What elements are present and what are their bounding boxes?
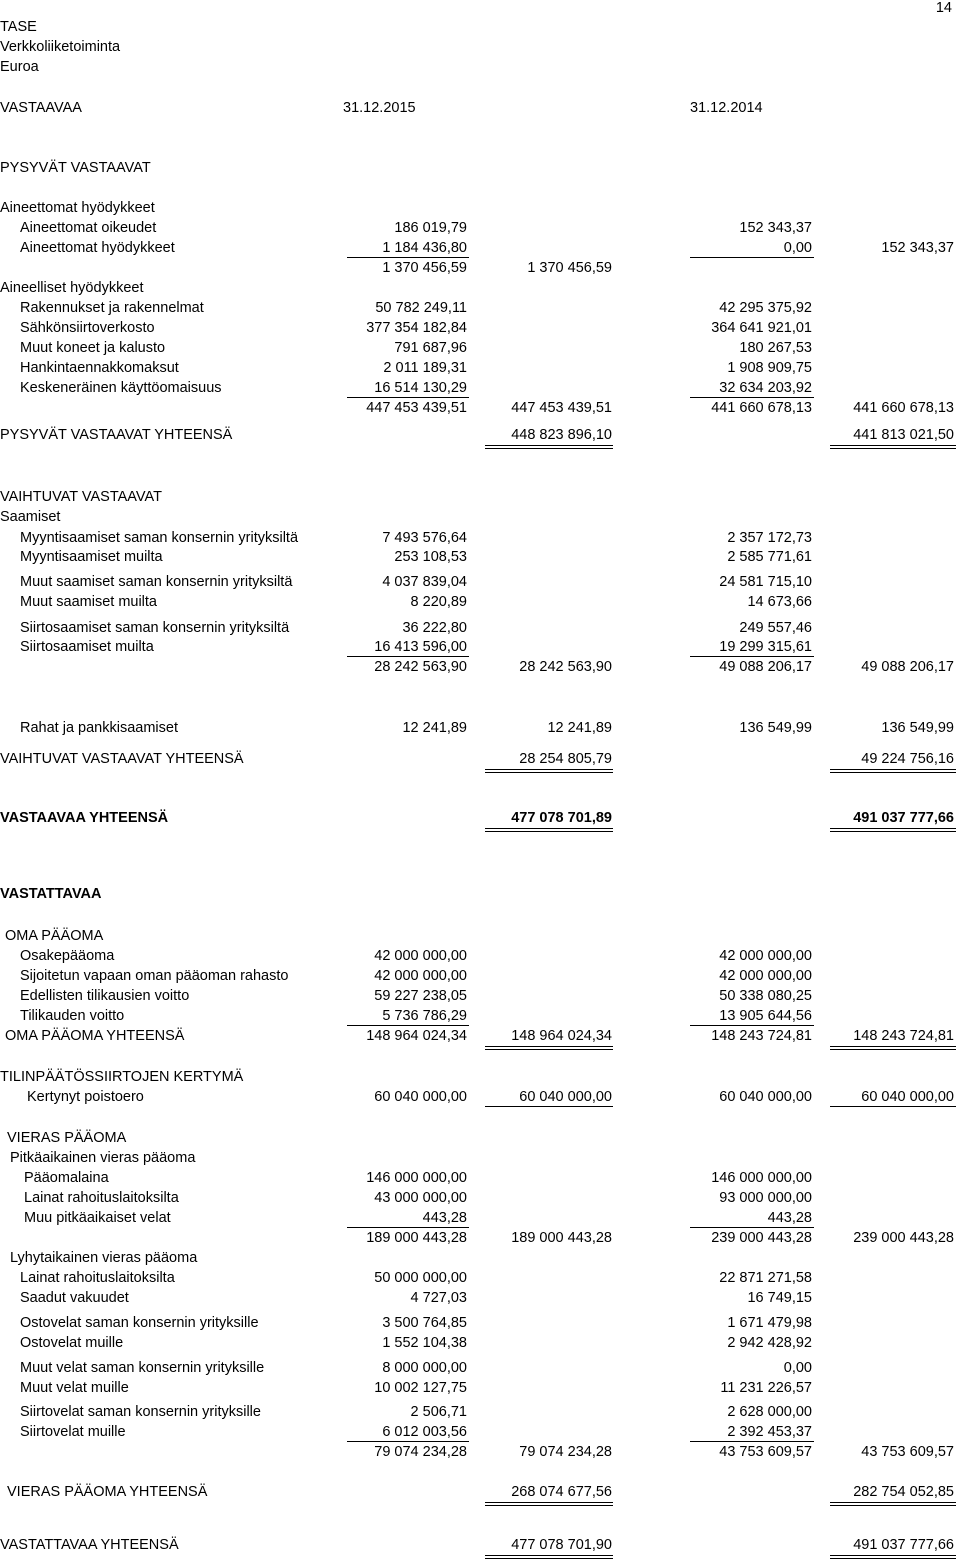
row-label: Saadut vakuudet: [20, 1290, 129, 1306]
double-underline: [830, 445, 956, 449]
value-col-1: 377 354 182,84: [366, 320, 467, 336]
underline: [690, 1025, 814, 1026]
value-col-1: 59 227 238,05: [374, 988, 467, 1004]
underline: [690, 1227, 814, 1228]
underline: [485, 1106, 613, 1107]
row-label: Siirtovelat muille: [20, 1424, 126, 1440]
value-col-1: 12 241,89: [402, 720, 467, 736]
value-col-3: 49 088 206,17: [719, 659, 812, 675]
value-col-1: 42 000 000,00: [374, 948, 467, 964]
value-col-1: 2 506,71: [410, 1404, 467, 1420]
row-label: Muut saamiset saman konsernin yrityksiltä: [20, 574, 293, 590]
row-label: Siirtovelat saman konsernin yrityksille: [20, 1404, 261, 1420]
value-col-3: 19 299 315,61: [719, 639, 812, 655]
value-col-2: 477 078 701,90: [511, 1537, 612, 1553]
value-col-1: 189 000 443,28: [366, 1230, 467, 1246]
value-col-1: 4 037 839,04: [382, 574, 467, 590]
double-underline: [485, 769, 613, 773]
row-label: Sähkönsiirtoverkosto: [20, 320, 155, 336]
row-label: Lainat rahoituslaitoksilta: [20, 1270, 175, 1286]
value-col-2: 12 241,89: [547, 720, 612, 736]
row-label: Muut saamiset muilta: [20, 594, 157, 610]
value-col-3: 249 557,46: [739, 620, 812, 636]
value-col-2: 447 453 439,51: [511, 400, 612, 416]
row-label: Muut koneet ja kalusto: [20, 340, 166, 356]
row-label: VAIHTUVAT VASTAAVAT: [0, 489, 162, 505]
row-label: Muut velat saman konsernin yrityksille: [20, 1360, 265, 1376]
value-col-1: 186 019,79: [394, 220, 467, 236]
value-col-1: 42 000 000,00: [374, 968, 467, 984]
value-col-1: 4 727,03: [410, 1290, 467, 1306]
row-label: Tilikauden voitto: [20, 1008, 125, 1024]
row-label: VASTAAVAA YHTEENSÄ: [0, 810, 169, 826]
value-col-1: 146 000 000,00: [366, 1170, 467, 1186]
value-col-3: 42 295 375,92: [719, 300, 812, 316]
value-col-3: 24 581 715,10: [719, 574, 812, 590]
double-underline: [485, 1555, 613, 1559]
row-label: Hankintaennakkomaksut: [20, 360, 179, 376]
value-col-4: 60 040 000,00: [861, 1089, 954, 1105]
value-col-3: 13 905 644,56: [719, 1008, 812, 1024]
underline: [347, 1025, 469, 1026]
underline: [690, 656, 814, 657]
double-underline: [830, 769, 956, 773]
double-underline: [830, 1555, 956, 1559]
assets-heading: VASTAAVAA: [0, 100, 82, 116]
value-col-3: 2 942 428,92: [727, 1335, 812, 1351]
value-col-4: 148 243 724,81: [853, 1028, 954, 1044]
value-col-3: 136 549,99: [739, 720, 812, 736]
row-label: Aineettomat oikeudet: [20, 220, 157, 236]
value-col-2: 268 074 677,56: [511, 1484, 612, 1500]
document-subtitle: Verkkoliiketoiminta: [0, 39, 121, 55]
row-label: Lyhytaikainen vieras pääoma: [10, 1250, 198, 1266]
value-col-4: 152 343,37: [881, 240, 954, 256]
value-col-1: 79 074 234,28: [374, 1444, 467, 1460]
value-col-1: 60 040 000,00: [374, 1089, 467, 1105]
value-col-3: 43 753 609,57: [719, 1444, 812, 1460]
value-col-4: 239 000 443,28: [853, 1230, 954, 1246]
row-label: VAIHTUVAT VASTAAVAT YHTEENSÄ: [0, 751, 244, 767]
value-col-2: 60 040 000,00: [519, 1089, 612, 1105]
row-label: Aineettomat hyödykkeet: [0, 200, 155, 216]
value-col-4: 441 660 678,13: [853, 400, 954, 416]
underline: [690, 1441, 814, 1442]
value-col-1: 28 242 563,90: [374, 659, 467, 675]
row-label: VASTATTAVAA: [0, 886, 102, 902]
column-header-2014: 31.12.2014: [690, 100, 763, 116]
value-col-3: 180 267,53: [739, 340, 812, 356]
row-label: Rakennukset ja rakennelmat: [20, 300, 204, 316]
double-underline: [830, 1502, 956, 1506]
value-col-3: 2 585 771,61: [727, 549, 812, 565]
value-col-1: 3 500 764,85: [382, 1315, 467, 1331]
row-label: Myyntisaamiset muilta: [20, 549, 163, 565]
value-col-1: 6 012 003,56: [382, 1424, 467, 1440]
underline: [347, 1441, 469, 1442]
row-label: Osakepääoma: [20, 948, 115, 964]
row-label: PYSYVÄT VASTAAVAT: [0, 160, 151, 176]
value-col-1: 8 220,89: [410, 594, 467, 610]
value-col-1: 148 964 024,34: [366, 1028, 467, 1044]
value-col-3: 443,28: [767, 1210, 812, 1226]
value-col-2: 28 254 805,79: [519, 751, 612, 767]
double-underline: [830, 828, 956, 832]
underline: [830, 1106, 956, 1107]
value-col-2: 1 370 456,59: [527, 260, 612, 276]
underline: [347, 397, 469, 398]
value-col-1: 5 736 786,29: [382, 1008, 467, 1024]
value-col-4: 43 753 609,57: [861, 1444, 954, 1460]
document-title: TASE: [0, 19, 37, 35]
value-col-1: 1 370 456,59: [382, 260, 467, 276]
value-col-3: 93 000 000,00: [719, 1190, 812, 1206]
value-col-4: 491 037 777,66: [853, 810, 954, 826]
row-label: Ostovelat muille: [20, 1335, 124, 1351]
value-col-2: 79 074 234,28: [519, 1444, 612, 1460]
value-col-3: 42 000 000,00: [719, 948, 812, 964]
currency-label: Euroa: [0, 59, 39, 75]
row-label: Kertynyt poistoero: [27, 1089, 144, 1105]
row-label: Lainat rahoituslaitoksilta: [24, 1190, 179, 1206]
value-col-3: 441 660 678,13: [711, 400, 812, 416]
value-col-3: 0,00: [783, 1360, 812, 1376]
value-col-1: 1 184 436,80: [382, 240, 467, 256]
row-label: Pääomalaina: [24, 1170, 109, 1186]
value-col-3: 2 628 000,00: [727, 1404, 812, 1420]
row-label: TILINPÄÄTÖSSIIRTOJEN KERTYMÄ: [0, 1069, 244, 1085]
double-underline: [485, 1502, 613, 1506]
row-label: OMA PÄÄOMA YHTEENSÄ: [5, 1028, 185, 1044]
page-number: 14: [935, 0, 952, 16]
underline: [690, 257, 814, 258]
underline: [347, 257, 469, 258]
value-col-3: 60 040 000,00: [719, 1089, 812, 1105]
row-label: Pitkäaikainen vieras pääoma: [10, 1150, 196, 1166]
underline: [347, 656, 469, 657]
value-col-3: 50 338 080,25: [719, 988, 812, 1004]
value-col-4: 441 813 021,50: [853, 427, 954, 443]
double-underline: [830, 1046, 956, 1050]
value-col-1: 43 000 000,00: [374, 1190, 467, 1206]
row-label: Keskeneräinen käyttöomaisuus: [20, 380, 222, 396]
value-col-3: 148 243 724,81: [711, 1028, 812, 1044]
value-col-1: 16 514 130,29: [374, 380, 467, 396]
value-col-3: 2 357 172,73: [727, 530, 812, 546]
value-col-3: 22 871 271,58: [719, 1270, 812, 1286]
row-label: Aineelliset hyödykkeet: [0, 280, 144, 296]
value-col-1: 50 782 249,11: [375, 300, 467, 316]
row-label: Edellisten tilikausien voitto: [20, 988, 190, 1004]
row-label: OMA PÄÄOMA: [5, 928, 104, 944]
underline: [347, 1227, 469, 1228]
row-label: Myyntisaamiset saman konsernin yrityksiltä: [20, 530, 299, 546]
value-col-3: 2 392 453,37: [727, 1424, 812, 1440]
value-col-3: 16 749,15: [747, 1290, 812, 1306]
row-label: Rahat ja pankkisaamiset: [20, 720, 178, 736]
value-col-4: 282 754 052,85: [853, 1484, 954, 1500]
value-col-2: 148 964 024,34: [511, 1028, 612, 1044]
row-label: Siirtosaamiset muilta: [20, 639, 154, 655]
value-col-3: 364 641 921,01: [711, 320, 812, 336]
value-col-4: 491 037 777,66: [853, 1537, 954, 1553]
value-col-2: 28 242 563,90: [519, 659, 612, 675]
value-col-2: 189 000 443,28: [511, 1230, 612, 1246]
value-col-3: 1 671 479,98: [727, 1315, 812, 1331]
row-label: Saamiset: [0, 509, 61, 525]
value-col-1: 791 687,96: [394, 340, 467, 356]
row-label: Muu pitkäaikaiset velat: [24, 1210, 171, 1226]
double-underline: [485, 1046, 613, 1050]
value-col-4: 136 549,99: [881, 720, 954, 736]
value-col-3: 1 908 909,75: [727, 360, 812, 376]
value-col-1: 50 000 000,00: [374, 1270, 467, 1286]
value-col-3: 239 000 443,28: [711, 1230, 812, 1246]
value-col-1: 10 002 127,75: [374, 1380, 467, 1396]
value-col-1: 1 552 104,38: [382, 1335, 467, 1351]
value-col-1: 2 011 189,31: [383, 360, 467, 376]
value-col-3: 146 000 000,00: [711, 1170, 812, 1186]
value-col-1: 8 000 000,00: [382, 1360, 467, 1376]
value-col-3: 152 343,37: [739, 220, 812, 236]
value-col-1: 16 413 596,00: [374, 639, 467, 655]
value-col-4: 49 088 206,17: [861, 659, 954, 675]
value-col-1: 7 493 576,64: [382, 530, 467, 546]
row-label: VIERAS PÄÄOMA: [7, 1130, 127, 1146]
row-label: Muut velat muille: [20, 1380, 129, 1396]
row-label: Sijoitetun vapaan oman pääoman rahasto: [20, 968, 289, 984]
value-col-1: 253 108,53: [394, 549, 467, 565]
row-label: Siirtosaamiset saman konsernin yrityksiltä: [20, 620, 290, 636]
value-col-1: 36 222,80: [402, 620, 467, 636]
row-label: Ostovelat saman konsernin yrityksille: [20, 1315, 259, 1331]
double-underline: [485, 445, 613, 449]
double-underline: [485, 828, 613, 832]
value-col-3: 11 231 226,57: [720, 1380, 812, 1396]
row-label: VIERAS PÄÄOMA YHTEENSÄ: [7, 1484, 208, 1500]
row-label: VASTATTAVAA YHTEENSÄ: [0, 1537, 179, 1553]
value-col-3: 42 000 000,00: [719, 968, 812, 984]
value-col-2: 448 823 896,10: [511, 427, 612, 443]
value-col-3: 32 634 203,92: [719, 380, 812, 396]
value-col-1: 447 453 439,51: [366, 400, 467, 416]
value-col-1: 443,28: [422, 1210, 467, 1226]
row-label: PYSYVÄT VASTAAVAT YHTEENSÄ: [0, 427, 233, 443]
value-col-3: 0,00: [783, 240, 812, 256]
column-header-2015: 31.12.2015: [343, 100, 416, 116]
value-col-4: 49 224 756,16: [861, 751, 954, 767]
underline: [690, 397, 814, 398]
value-col-2: 477 078 701,89: [511, 810, 612, 826]
row-label: Aineettomat hyödykkeet: [20, 240, 175, 256]
value-col-3: 14 673,66: [747, 594, 812, 610]
